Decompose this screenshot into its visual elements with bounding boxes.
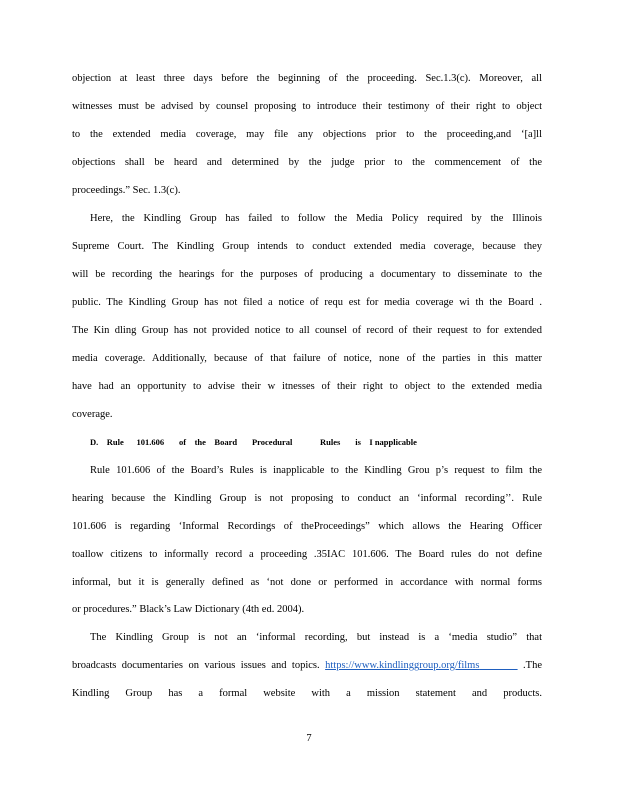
paragraph-3-line-2: hearing because the Kindling Group is not proposing to conduct an ‘informal recording’’. Rule — [72, 493, 542, 504]
paragraph-4-line-2-text: broadcasts documentaries on various issues and topics. — [72, 660, 320, 671]
paragraph-2-line-2: Supreme Court. The Kindling Group intends to conduct extended media coverage, because they — [72, 241, 542, 252]
section-heading: D. Rule 101.606 of the Board Procedural Rules is I napplicable — [90, 437, 417, 447]
paragraph-2-line-8: coverage. — [72, 409, 113, 420]
paragraph-4-line-1: The Kindling Group is not an ‘informal recording, but instead is a ‘media studio” that — [90, 632, 542, 643]
paragraph-1-line-5: proceedings.” Sec. 1.3(c). — [72, 185, 181, 196]
paragraph-1-line-2: witnesses must be advised by counsel proposing to introduce their testimony of their right to object — [72, 101, 542, 112]
link-underline-tail — [479, 660, 517, 671]
paragraph-3-line-1: Rule 101.606 of the Board’s Rules is inapplicable to the Kindling Grou p’s request to film the — [90, 465, 542, 476]
paragraph-3-line-3: 101.606 is regarding ‘Informal Recordings of theProceedings” which allows the Hearing Officer — [72, 521, 542, 532]
paragraph-1-line-3: to the extended media coverage, may file any objections prior to the proceeding,and ‘[a]ll — [72, 129, 542, 140]
paragraph-3-line-5: informal, but it is generally defined as ‘not done or performed in accordance with normal forms — [72, 577, 542, 588]
paragraph-2-line-3: will be recording the hearings for the purposes of producing a documentary to disseminate to the — [72, 269, 542, 280]
page-number: 7 — [306, 733, 312, 744]
paragraph-4-line-2 — [72, 659, 542, 673]
paragraph-2-line-4: public. The Kindling Group has not filed a notice of requ est for media coverage wi th the Board . — [72, 297, 542, 308]
paragraph-2-line-6: media coverage. Additionally, because of that failure of notice, none of the parties in this matter — [72, 353, 542, 364]
paragraph-4-line-3: Kindling Group has a formal website with a mission statement and products. — [72, 688, 542, 699]
paragraph-2-line-1: Here, the Kindling Group has failed to follow the Media Policy required by the Illinois — [90, 213, 542, 224]
paragraph-3-line-6: or procedures.” Black’s Law Dictionary (4th ed. 2004). — [72, 604, 305, 615]
paragraph-2-line-5: The Kin dling Group has not provided notice to all counsel of record of their request to for extended — [72, 325, 542, 336]
kindling-films-link[interactable]: https://www.kindlinggroup.org/films — [325, 660, 480, 671]
paragraph-4-line-2-end: .The — [517, 660, 542, 671]
paragraph-2-line-7: have had an opportunity to advise their w itnesses of their right to object to the extended media — [72, 381, 542, 392]
paragraph-1-line-1: objection at least three days before the beginning of the proceeding. Sec.1.3(c). Moreover, all — [72, 73, 542, 84]
paragraph-3-line-4: toallow citizens to informally record a proceeding .35IAC 101.606. The Board rules do not define — [72, 549, 542, 560]
paragraph-1-line-4: objections shall be heard and determined by the judge prior to the commencement of the — [72, 157, 542, 168]
